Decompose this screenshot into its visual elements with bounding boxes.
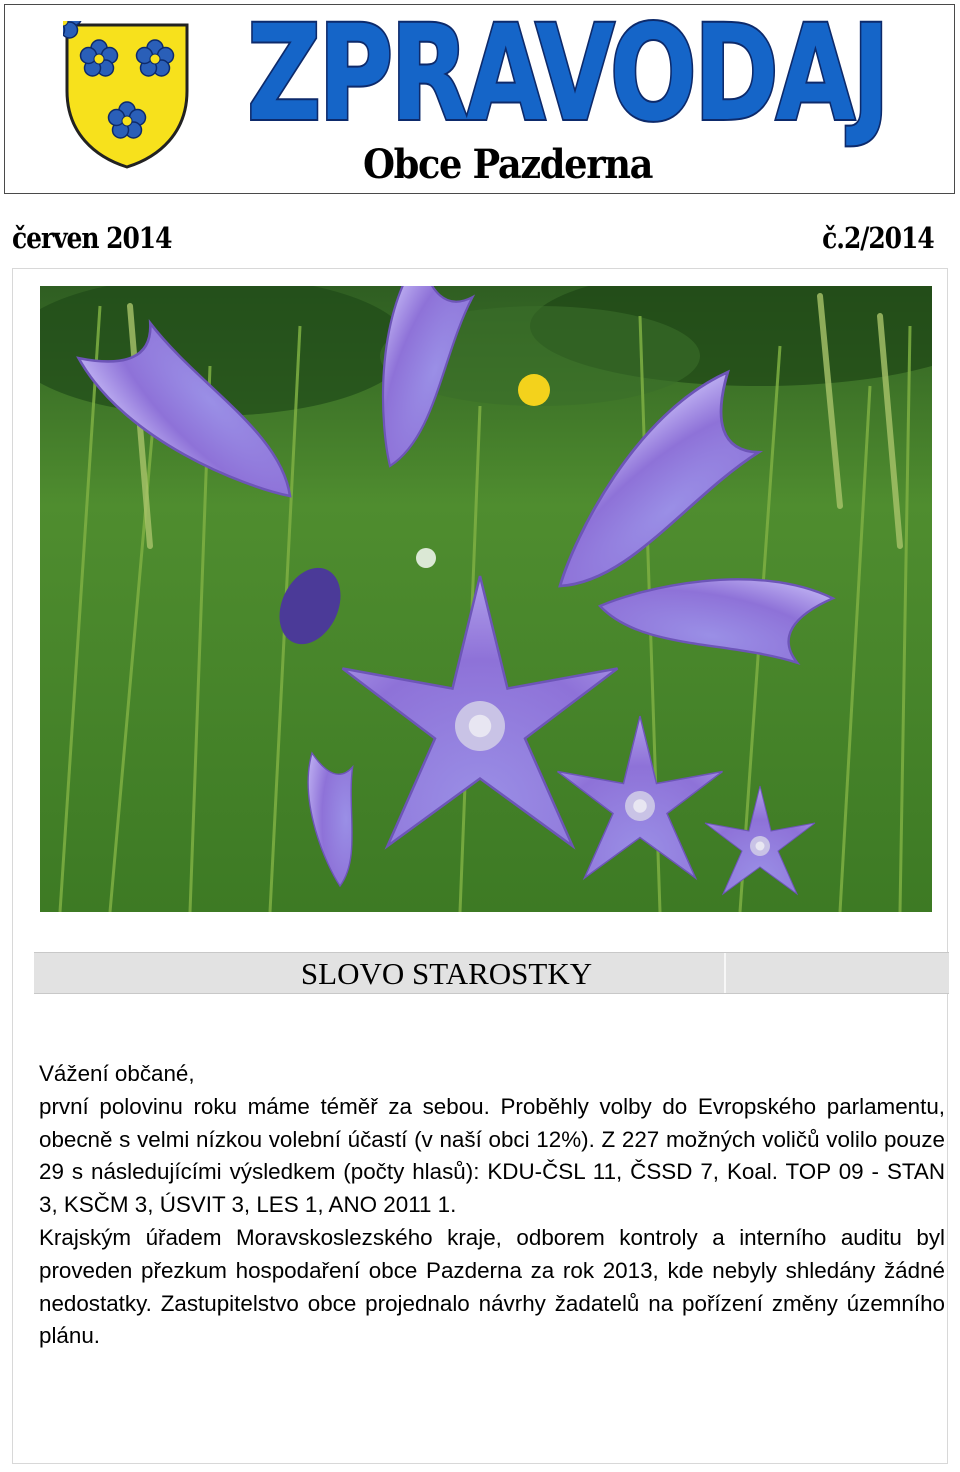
cover-photo: [40, 286, 932, 912]
masthead: [4, 0, 955, 194]
coat-of-arms-icon: [63, 21, 191, 171]
newsletter-title: [237, 0, 897, 151]
article-paragraph: Krajským úřadem Moravskoslezského kraje, odborem kontroly a interního auditu byl proveden přezkum hospodaření obce Pazderna za rok 2013, kde nebyly shledány žádné nedostatky. Zastupitelstvo obce projednalo návrhy žadatelů na pořízení změny územního plánu.: [39, 1224, 945, 1349]
section-title: SLOVO STAROSTKY: [300, 956, 593, 991]
article-greeting: Vážení občané,: [39, 1061, 195, 1086]
municipality-name: Obce Pazderna: [363, 141, 653, 188]
issue-number: č.2/2014: [822, 221, 934, 255]
article-paragraph: první polovinu roku máme téměř za sebou. Proběhly volby do Evropského parlamentu, obecně s velmi nízkou volební účastí (v naší obci 12%). Z 227 možných voličů volilo pouze 29 s následujícími výsledkem (počty hlasů): KDU-ČSL 11, ČSSD 7, Koal. TOP 09 - STAN 3, KSČM 3, ÚSVIT 3, LES 1, ANO 2011 1.: [39, 1093, 945, 1218]
article-body: [39, 1058, 945, 1353]
issue-date: červen 2014: [12, 221, 172, 255]
section-header: [34, 952, 949, 994]
newsletter-title-text: ZPRAVODAJ: [247, 0, 887, 151]
